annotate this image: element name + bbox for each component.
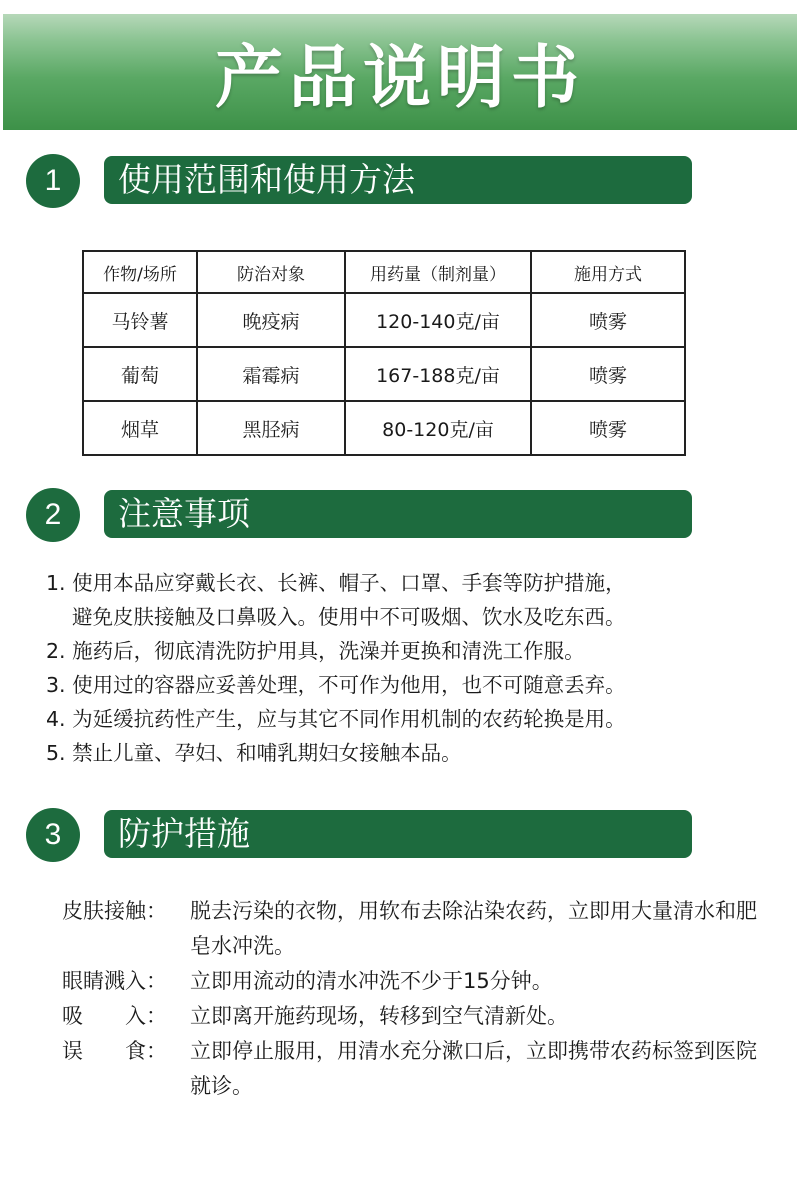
table-cell: 喷雾 xyxy=(531,293,685,347)
protection-list xyxy=(62,894,762,1104)
table-cell: 80-120克/亩 xyxy=(345,401,531,455)
table-cell: 喷雾 xyxy=(531,347,685,401)
table-row xyxy=(83,401,685,455)
table-cell: 霜霉病 xyxy=(197,347,345,401)
title-banner xyxy=(3,14,797,130)
table-row xyxy=(83,293,685,347)
table-cell: 黑胫病 xyxy=(197,401,345,455)
protection-label: 皮肤接触： xyxy=(62,899,167,923)
protection-text: 脱去污染的衣物，用软布去除沾染农药，立即用大量清水和肥皂水冲洗。 xyxy=(190,899,757,958)
protection-item xyxy=(62,894,762,964)
section-header-precautions xyxy=(0,486,800,546)
protection-item xyxy=(62,1034,762,1104)
table-cell: 烟草 xyxy=(83,401,197,455)
list-item: 4. 为延缓抗药性产生，应与其它不同作用机制的农药轮换是用。 xyxy=(46,707,626,731)
table-cell: 120-140克/亩 xyxy=(345,293,531,347)
list-item: 3. 使用过的容器应妥善处理，不可作为他用，也不可随意丢弃。 xyxy=(46,673,626,697)
protection-label: 吸 入： xyxy=(62,1004,167,1028)
column-header: 作物/场所 xyxy=(83,251,197,293)
table-cell: 晚疫病 xyxy=(197,293,345,347)
protection-text: 立即离开施药现场，转移到空气清新处。 xyxy=(190,1004,568,1028)
protection-label: 误 食： xyxy=(62,1039,167,1063)
section-number-badge: 1 xyxy=(26,154,80,208)
protection-label: 眼睛溅入： xyxy=(62,969,167,993)
table-row xyxy=(83,347,685,401)
list-item: 1. 使用本品应穿戴长衣、长裤、帽子、口罩、手套等防护措施， xyxy=(46,571,626,595)
section-title: 使用范围和使用方法 xyxy=(104,156,692,204)
protection-text: 立即用流动的清水冲洗不少于15分钟。 xyxy=(190,969,553,993)
table-header-row xyxy=(83,251,685,293)
protection-item xyxy=(62,999,762,1034)
column-header: 防治对象 xyxy=(197,251,345,293)
section-title: 注意事项 xyxy=(104,490,692,538)
section-title: 防护措施 xyxy=(104,810,692,858)
list-item: 5. 禁止儿童、孕妇、和哺乳期妇女接触本品。 xyxy=(46,741,462,765)
column-header: 施用方式 xyxy=(531,251,685,293)
list-item-continuation: 避免皮肤接触及口鼻吸入。使用中不可吸烟、饮水及吃东西。 xyxy=(72,605,626,629)
table-cell: 葡萄 xyxy=(83,347,197,401)
list-item: 2. 施药后，彻底清洗防护用具，洗澡并更换和清洗工作服。 xyxy=(46,639,585,663)
table-cell: 167-188克/亩 xyxy=(345,347,531,401)
protection-item xyxy=(62,964,762,999)
table-cell: 马铃薯 xyxy=(83,293,197,347)
precautions-list xyxy=(46,566,766,770)
section-number-badge: 3 xyxy=(26,808,80,862)
section-header-protection xyxy=(0,806,800,866)
usage-table xyxy=(82,250,686,456)
section-header-usage xyxy=(0,152,800,212)
column-header: 用药量（制剂量） xyxy=(345,251,531,293)
table-cell: 喷雾 xyxy=(531,401,685,455)
protection-text: 立即停止服用，用清水充分漱口后，立即携带农药标签到医院就诊。 xyxy=(190,1039,757,1098)
page-title: 产品说明书 xyxy=(214,38,585,118)
section-number-badge: 2 xyxy=(26,488,80,542)
